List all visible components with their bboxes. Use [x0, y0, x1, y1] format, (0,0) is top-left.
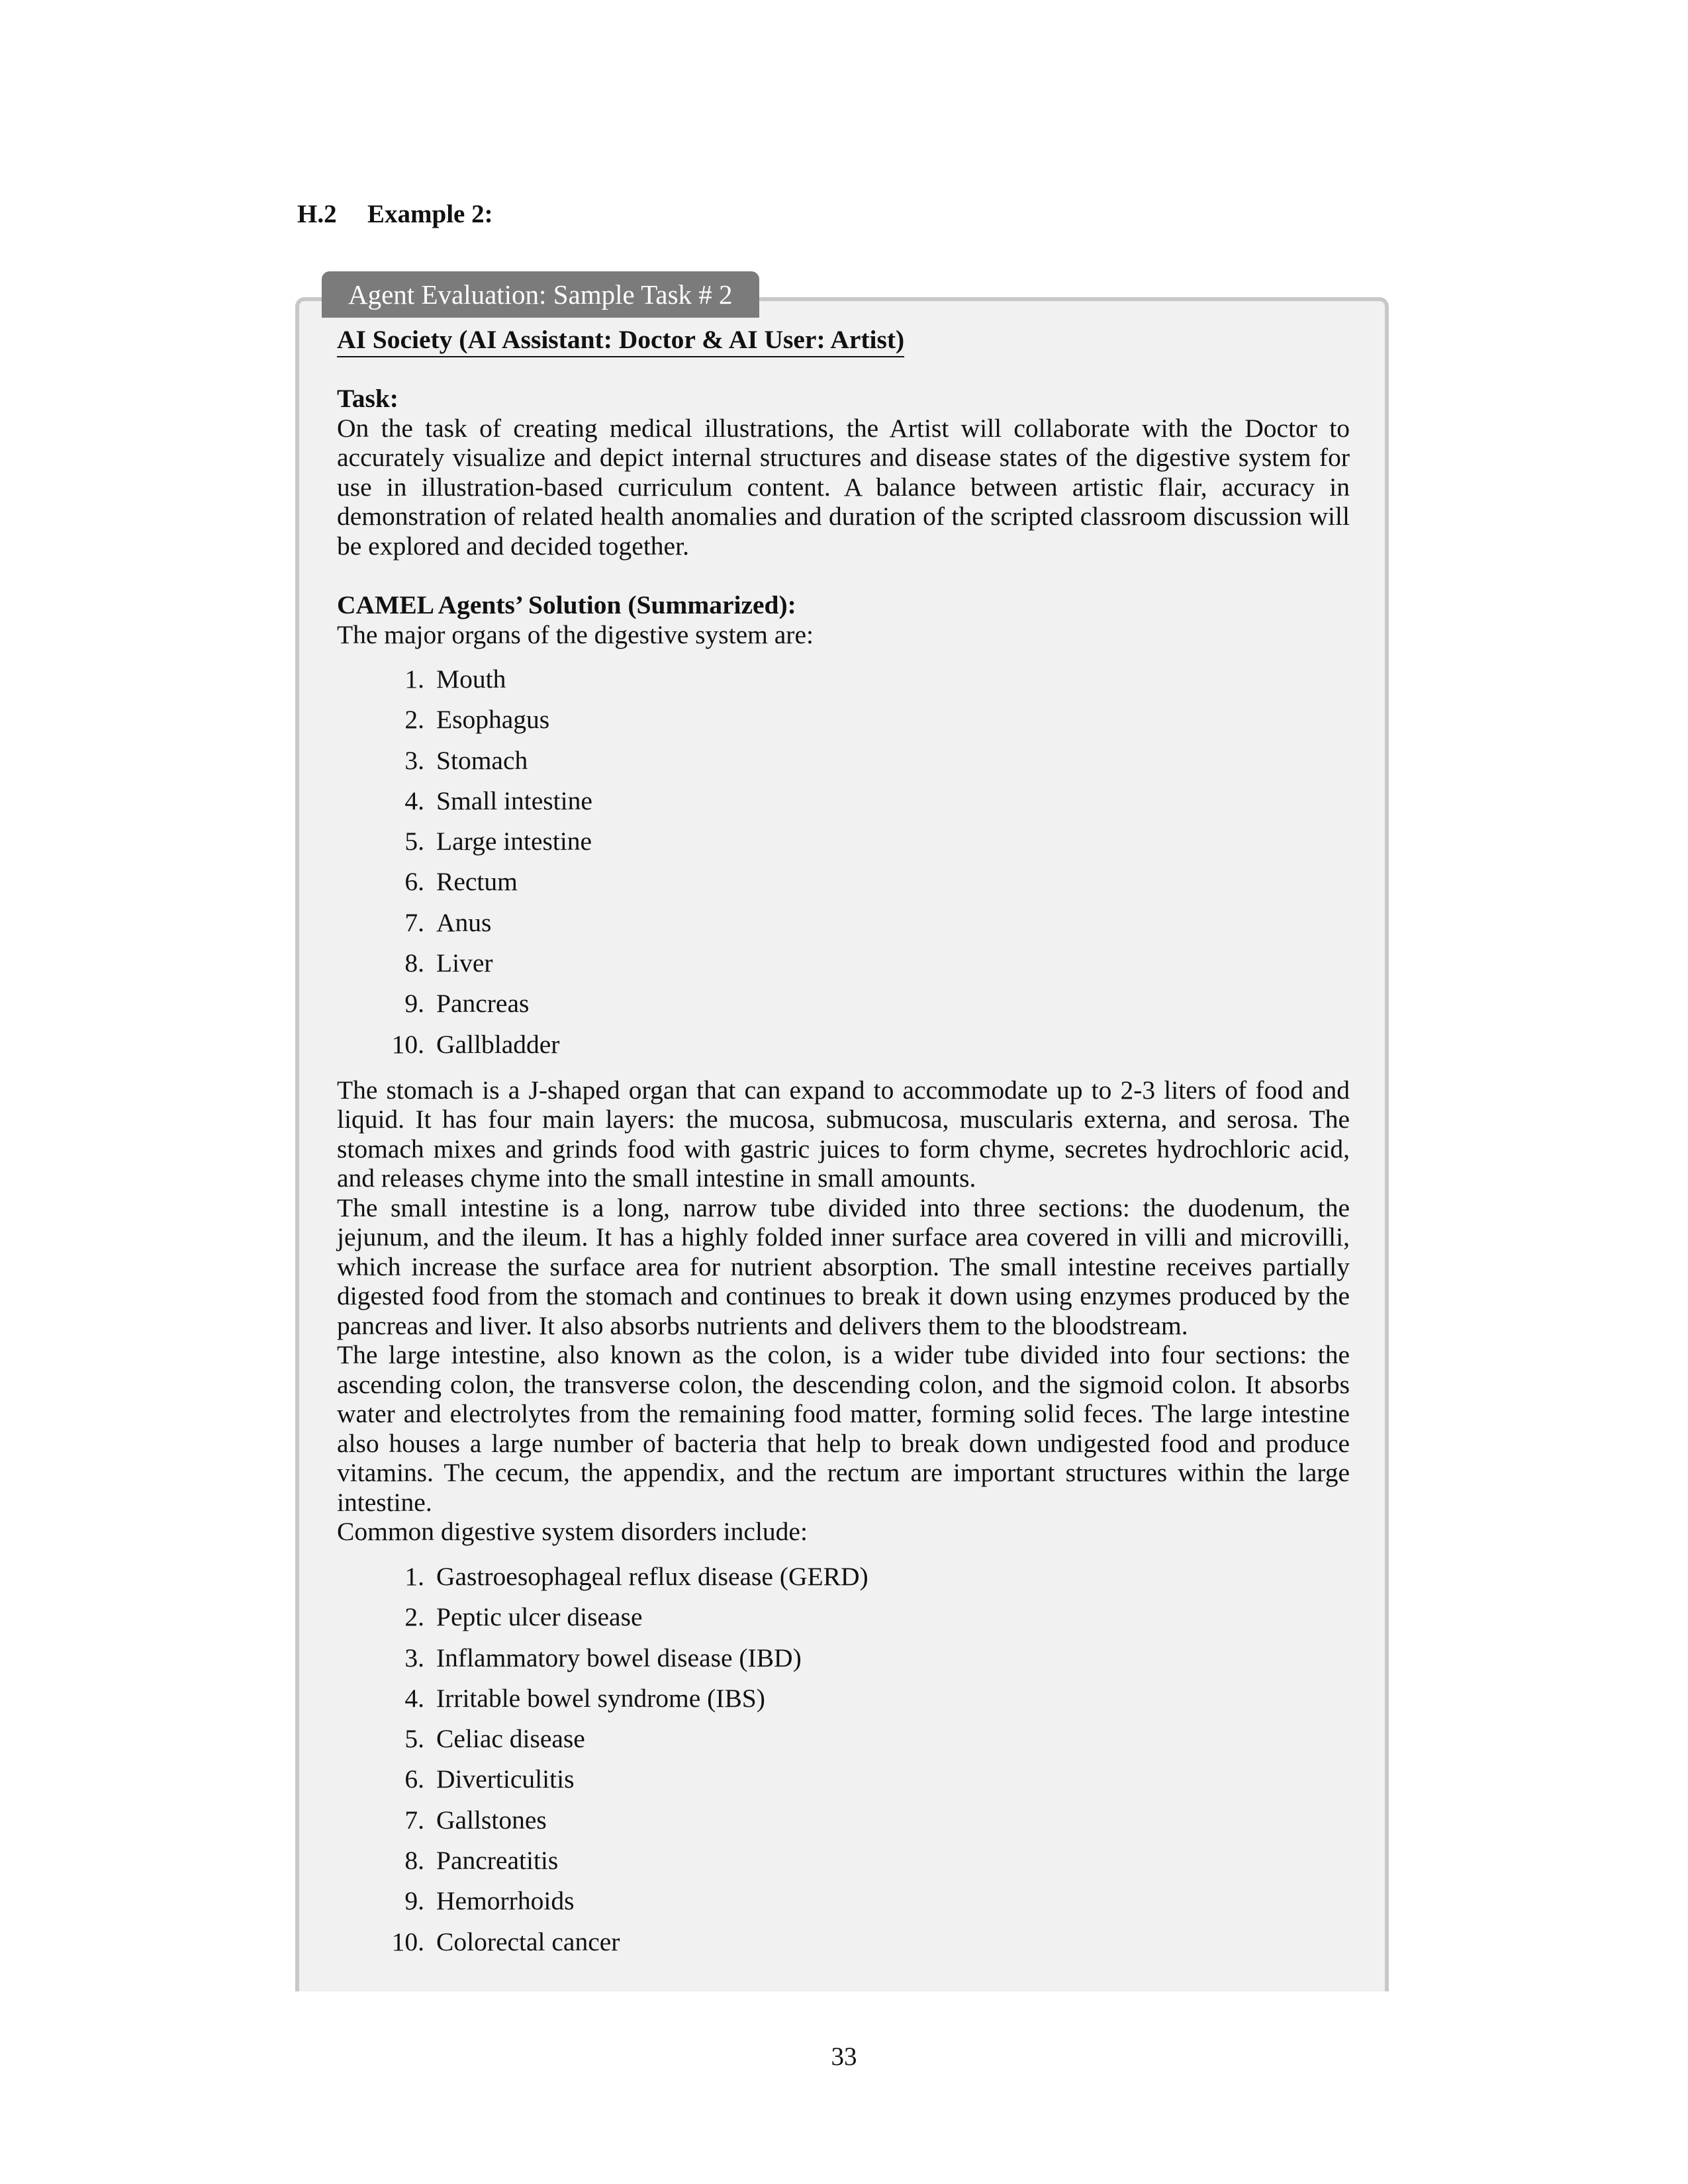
task-text: On the task of creating medical illustrations, the Artist will collaborate with the Doctor to accurately visualize and depict internal structures and disease states of the digestive system for use in illustration-based curriculum content. A balance between artistic flair, accuracy in demonstration of related health anomalies and duration of the scripted classroom discussion will be explored and decided together. — [337, 413, 1350, 561]
disorders-list — [337, 1557, 1350, 1962]
list-item-number: 6. — [404, 867, 424, 897]
list-item — [337, 1597, 1350, 1637]
list-item-text: Colorectal cancer — [436, 1927, 620, 1956]
list-item-text: Irritable bowel syndrome (IBS) — [436, 1683, 765, 1713]
list-item-number: 5. — [404, 827, 424, 856]
list-item-text: Inflammatory bowel disease (IBD) — [436, 1643, 802, 1672]
list-item — [337, 781, 1350, 821]
list-item-number: 9. — [404, 989, 424, 1019]
task-block — [337, 384, 1350, 561]
list-item — [337, 1922, 1350, 1962]
list-item-number: 6. — [404, 1764, 424, 1794]
list-item-text: Liver — [436, 948, 493, 978]
list-item-number: 10. — [391, 1029, 424, 1059]
list-item — [337, 1800, 1350, 1841]
list-item-text: Hemorrhoids — [436, 1886, 575, 1916]
list-item-text: Pancreas — [436, 989, 530, 1019]
stomach-paragraph: The stomach is a J-shaped organ that can expand to accommodate up to 2-3 liters of food and liquid. It has four main layers: the mucosa, submucosa, muscularis externa, and serosa. The stomach mixes and grinds food with gastric juices to form chyme, secretes hydrochloric acid, and releases chyme into the small intestine in small amounts. — [337, 1075, 1350, 1193]
section-title: Example 2: — [367, 200, 493, 228]
list-item — [337, 1881, 1350, 1921]
list-item — [337, 983, 1350, 1024]
list-item-text: Celiac disease — [436, 1724, 585, 1754]
page-number: 33 — [831, 2042, 857, 2071]
list-item — [337, 903, 1350, 943]
list-item — [337, 1638, 1350, 1678]
list-item-text: Anus — [436, 907, 492, 937]
list-item-number: 4. — [404, 786, 424, 815]
list-item-number: 5. — [404, 1724, 424, 1754]
list-item-text: Peptic ulcer disease — [436, 1602, 643, 1632]
small-intestine-paragraph: The small intestine is a long, narrow tube divided into three sections: the duodenum, the jejunum, and the ileum. It has a highly folded inner surface area covered in villi and microvilli, which increase the surface area for nutrient absorption. The small intestine receives partially digested food from the stomach and continues to break it down using enzymes produced by the pancreas and liver. It also absorbs nutrients and delivers them to the bloodstream. — [337, 1193, 1350, 1340]
list-item-text: Stomach — [436, 745, 528, 775]
solution-label: CAMEL Agents’ Solution (Summarized): — [337, 590, 796, 619]
list-item-number: 4. — [404, 1683, 424, 1713]
list-item-number: 8. — [404, 948, 424, 978]
task-label: Task: — [337, 384, 399, 413]
list-item-number: 9. — [404, 1886, 424, 1916]
list-item — [337, 1759, 1350, 1799]
list-item — [337, 659, 1350, 700]
section-heading — [297, 199, 493, 230]
disorders-intro: Common digestive system disorders include: — [337, 1517, 808, 1547]
list-item — [337, 1841, 1350, 1881]
list-item-number: 8. — [404, 1846, 424, 1876]
list-item-text: Gallstones — [436, 1805, 547, 1835]
section-number: H.2 — [297, 200, 337, 228]
list-item-number: 3. — [404, 1643, 424, 1672]
list-item-number: 10. — [391, 1927, 424, 1956]
list-item — [337, 741, 1350, 781]
list-item — [337, 700, 1350, 740]
list-item-text: Diverticulitis — [436, 1764, 575, 1794]
society-title: AI Society (AI Assistant: Doctor & AI User: Artist) — [337, 325, 904, 357]
list-item — [337, 1024, 1350, 1065]
list-item-text: Rectum — [436, 867, 518, 897]
list-item — [337, 1678, 1350, 1719]
list-item-number: 1. — [404, 664, 424, 694]
list-item-text: Gastroesophageal reflux disease (GERD) — [436, 1561, 868, 1591]
list-item-number: 7. — [404, 907, 424, 937]
list-item-text: Pancreatitis — [436, 1846, 559, 1876]
list-item — [337, 1557, 1350, 1597]
list-item — [337, 1719, 1350, 1759]
list-item-number: 3. — [404, 745, 424, 775]
evaluation-box-tab: Agent Evaluation: Sample Task # 2 — [322, 271, 759, 318]
list-item-number: 2. — [404, 705, 424, 735]
list-item-number: 1. — [404, 1561, 424, 1591]
list-item-text: Small intestine — [436, 786, 592, 815]
list-item-text: Esophagus — [436, 705, 550, 735]
list-item — [337, 821, 1350, 862]
list-item-text: Gallbladder — [436, 1029, 560, 1059]
organs-intro: The major organs of the digestive system are: — [337, 619, 814, 649]
list-item-number: 2. — [404, 1602, 424, 1632]
solution-block — [337, 590, 1350, 1962]
list-item-text: Large intestine — [436, 827, 592, 856]
list-item — [337, 943, 1350, 983]
list-item-number: 7. — [404, 1805, 424, 1835]
evaluation-box-content — [337, 325, 1350, 1973]
list-item-text: Mouth — [436, 664, 506, 694]
large-intestine-paragraph: The large intestine, also known as the colon, is a wider tube divided into four sections: the ascending colon, the transverse colon, the descending colon, and the sigmoid colon. It absorbs water and electrolytes from the remaining food matter, forming solid feces. The large intestine also houses a large number of bacteria that help to break down undigested food and produce vitamins. The cecum, the appendix, and the rectum are important structures within the large intestine. — [337, 1340, 1350, 1517]
list-item — [337, 862, 1350, 902]
organs-list — [337, 659, 1350, 1065]
